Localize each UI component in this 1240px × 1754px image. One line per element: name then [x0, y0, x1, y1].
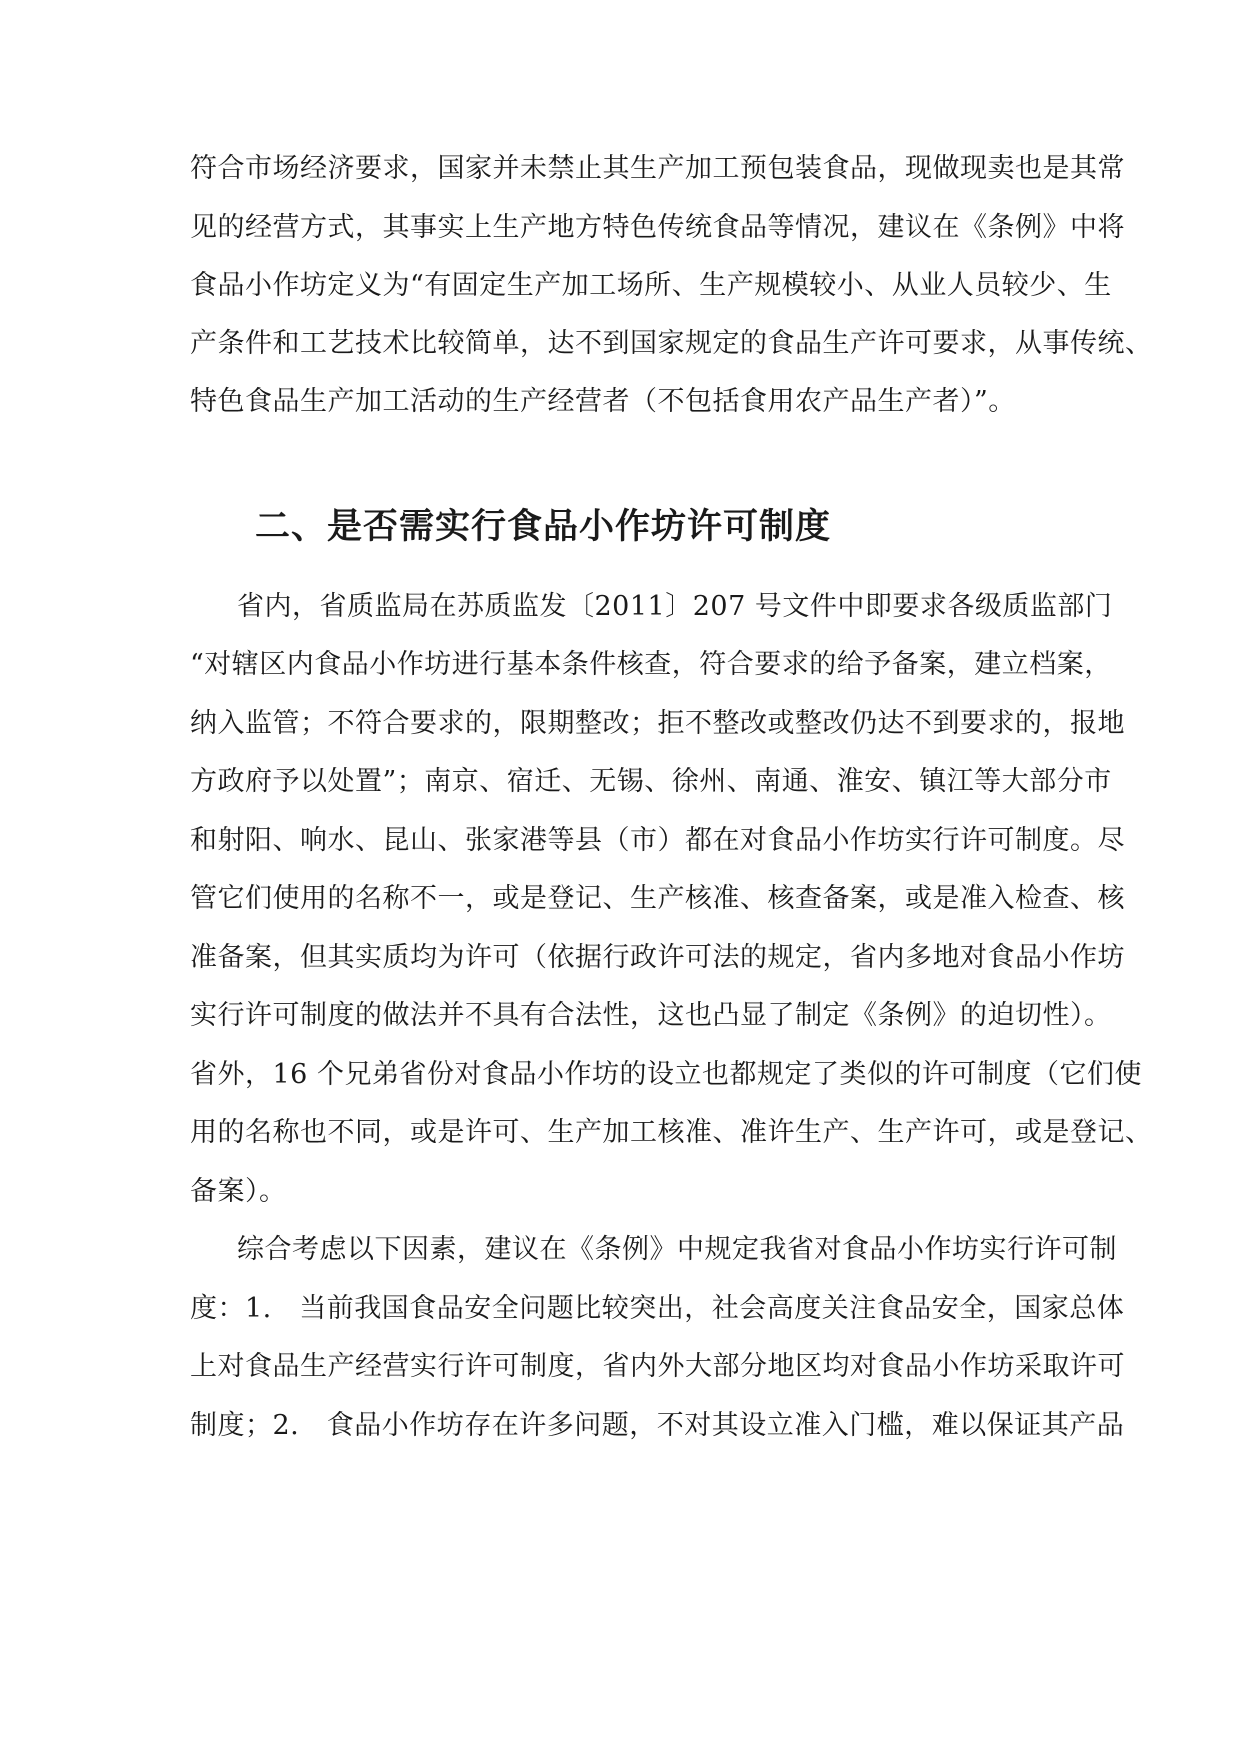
section-heading: 二、是否需实行食品小作坊许可制度: [255, 507, 832, 547]
paragraph-line: 度：1. 当前我国食品安全问题比较突出，社会高度关注食品安全，国家总体: [190, 1293, 1125, 1324]
paragraph-line: 管它们使用的名称不一，或是登记、生产核准、核查备案，或是准入检查、核: [190, 883, 1125, 914]
paragraph-line: 备案）。: [190, 1176, 287, 1207]
paragraph-line: 省外，16 个兄弟省份对食品小作坊的设立也都规定了类似的许可制度（它们使: [190, 1059, 1142, 1090]
paragraph-line: 产条件和工艺技术比较简单，达不到国家规定的食品生产许可要求，从事传统、: [190, 328, 1153, 359]
paragraph-line: 纳入监管；不符合要求的，限期整改；拒不整改或整改仍达不到要求的，报地: [190, 708, 1125, 739]
paragraph-line: 方政府予以处置”；南京、宿迁、无锡、徐州、南通、淮安、镇江等大部分市: [190, 766, 1112, 797]
paragraph-line: 省内，省质监局在苏质监发〔2011〕207 号文件中即要求各级质监部门: [237, 591, 1113, 622]
paragraph-line: 符合市场经济要求，国家并未禁止其生产加工预包装食品，现做现卖也是其常: [190, 153, 1125, 184]
paragraph-line: 准备案，但其实质均为许可（依据行政许可法的规定，省内多地对食品小作坊: [190, 942, 1125, 973]
paragraph-line: 综合考虑以下因素，建议在《条例》中规定我省对食品小作坊实行许可制: [237, 1234, 1117, 1265]
paragraph-line: 见的经营方式，其事实上生产地方特色传统食品等情况，建议在《条例》中将: [190, 212, 1125, 243]
paragraph-line: 食品小作坊定义为“有固定生产加工场所、生产规模较小、从业人员较少、生: [190, 270, 1112, 301]
paragraph-line: 和射阳、响水、昆山、张家港等县（市）都在对食品小作坊实行许可制度。尽: [190, 825, 1125, 856]
paragraph-line: 用的名称也不同，或是许可、生产加工核准、准许生产、生产许可，或是登记、: [190, 1117, 1153, 1148]
paragraph-line: 特色食品生产加工活动的生产经营者（不包括食用农产品生产者）”。: [190, 386, 1016, 417]
paragraph-line: 实行许可制度的做法并不具有合法性，这也凸显了制定《条例》的迫切性）。: [190, 1000, 1112, 1031]
paragraph-line: 上对食品生产经营实行许可制度，省内外大部分地区均对食品小作坊采取许可: [190, 1351, 1125, 1382]
paragraph-line: 制度；2. 食品小作坊存在许多问题，不对其设立准入门槛，难以保证其产品: [190, 1410, 1125, 1441]
paragraph-line: “对辖区内食品小作坊进行基本条件核查，符合要求的给予备案，建立档案，: [190, 649, 1112, 680]
